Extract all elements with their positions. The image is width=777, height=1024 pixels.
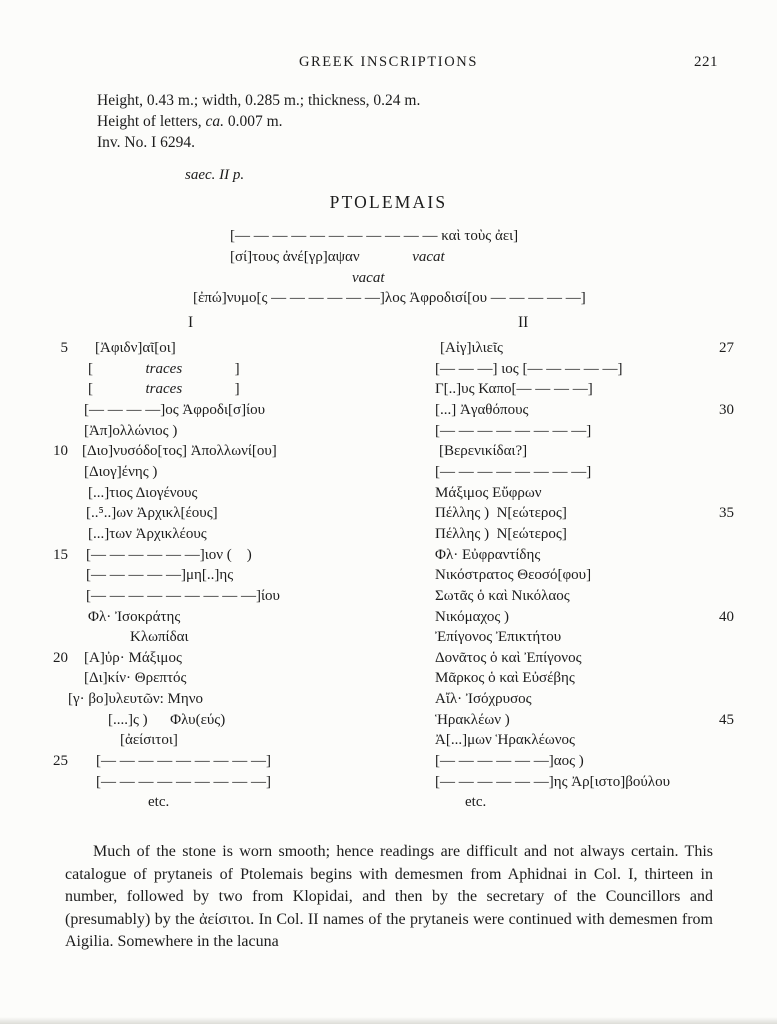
column-header-two: II (518, 314, 529, 332)
line-number-right (703, 792, 743, 813)
inscription-row (40, 668, 777, 689)
commentary-paragraph: Much of the stone is worn smooth; hence readings are difficult and not always certain. This catalogue of prytaneis of Ptolemais begins with demesmen from Aphidnai in Col. I, thirteen in number, followed by two from Klopidai, and then by the secretary of the Councillors and (presumably) by the ἀείσιτοι. In Col. II names of the prytaneis were continued with demesmen from Aigilia. Somewhere in the lacuna (65, 842, 713, 951)
line-number-right (703, 627, 743, 648)
column-one-entry (68, 730, 403, 751)
prescript-line (0, 247, 777, 268)
line-number-left: 5 (60, 340, 68, 357)
column-two-entry (403, 648, 703, 669)
measurement-line (97, 90, 777, 111)
prescript-line (0, 288, 777, 309)
italic-text-segment: vacat (412, 248, 445, 265)
inscription-row (40, 565, 777, 586)
column-two-entry (403, 483, 703, 504)
text-segment: Μᾶρκος ὁ καὶ Εὐσέβης (435, 670, 575, 687)
line-number-right (703, 586, 743, 607)
text-segment: Height of letters, (97, 113, 206, 130)
text-segment: [Ἀφιδν]αῖ[οι] (95, 340, 176, 357)
line-number-left (40, 462, 68, 483)
inscription-row (40, 545, 777, 566)
text-segment: [γ· βο]υλευτῶν: Μηνο (68, 691, 203, 708)
line-number-right (703, 689, 743, 710)
column-two-entry (403, 751, 703, 772)
text-segment: [....]ς ) Φλυ(εύς) (108, 711, 226, 728)
column-one-entry (68, 503, 403, 524)
text-segment: Αἴλ· Ἰσόχρυσος (435, 691, 532, 708)
measurements-block (97, 90, 777, 153)
text-segment: Μάξιμος Εὔφρων (435, 484, 542, 501)
inscription-row (40, 503, 777, 524)
text-segment: Κλωπίδαι (130, 629, 189, 646)
line-number-right (703, 483, 743, 504)
line-number-left (40, 379, 68, 400)
column-one-entry (68, 462, 403, 483)
running-head-title: GREEK INSCRIPTIONS (298, 54, 479, 70)
inscription-row (40, 359, 777, 380)
column-one-entry (68, 338, 403, 359)
text-segment: [— — — —]ος Ἀφροδι[σ]ίου (84, 402, 266, 419)
inscription-row (40, 483, 777, 504)
inscription-row (40, 379, 777, 400)
column-two-entry (403, 730, 703, 751)
column-one-entry (68, 400, 403, 421)
inscription-row (40, 730, 777, 751)
text-segment: [— — — — — — — —] (435, 464, 592, 481)
text-segment: etc. (148, 794, 170, 811)
text-segment: [...]των Ἀρχικλέους (88, 525, 207, 542)
line-number-left (40, 483, 68, 504)
inscription-row (40, 462, 777, 483)
text-segment: Δονᾶτος ὁ καὶ Ἐπίγονος (435, 649, 582, 666)
column-two-entry (403, 524, 703, 545)
column-two-entry (403, 503, 703, 524)
text-segment: Νικόστρατος Θεοσό[φου] (435, 567, 592, 584)
line-number-right (703, 441, 743, 462)
italic-text-segment: traces (145, 381, 183, 398)
text-segment: [— — — — — — — — —] (96, 773, 271, 790)
line-number-left (40, 668, 68, 689)
prescript-line (0, 226, 777, 247)
column-one-entry (68, 441, 403, 462)
text-segment: [..⁵..]ων Ἀρχικλ[έους] (86, 505, 218, 522)
line-number-left (40, 772, 68, 793)
text-segment: [Διογ]ένης ) (84, 464, 158, 481)
text-segment: [— — — — — —]ιον ( ) (86, 546, 252, 563)
line-number-left (40, 586, 68, 607)
text-segment: Πέλλης ) Ν[εώτερος] (435, 525, 567, 542)
text-segment: ] (182, 360, 240, 377)
line-number-right (703, 379, 743, 400)
line-number-right (703, 751, 743, 772)
line-number-left (40, 627, 68, 648)
column-one-entry (68, 648, 403, 669)
line-number-right (703, 524, 743, 545)
line-number-left (40, 359, 68, 380)
text-segment: [— — — — — — — —] (435, 422, 592, 439)
text-segment: [ἐπώ]νυμο[ς — — — — — —]λος Ἀφροδισί[ου — — — — —] (193, 290, 586, 307)
text-segment: ] (182, 381, 240, 398)
text-segment: Ἀ[...]μων Ἡρακλέωνος (435, 732, 575, 749)
column-one-entry (68, 359, 403, 380)
inscription-row (40, 524, 777, 545)
line-number-left (40, 524, 68, 545)
prescript-line (0, 268, 777, 289)
line-number-right (703, 730, 743, 751)
text-segment: Φλ· Εὐφραντίδης (435, 546, 541, 563)
text-segment (360, 249, 413, 265)
line-number-left (40, 503, 68, 524)
text-segment: Σωτᾶς ὁ καὶ Νικόλαος (435, 587, 570, 604)
text-segment: [— — — — — — — — —]ίου (86, 587, 280, 604)
italic-text-segment: vacat (352, 269, 385, 286)
inscription-prescript (0, 226, 777, 309)
line-number-left (40, 607, 68, 628)
text-segment: Ἡρακλέων ) (435, 711, 510, 728)
column-one-entry (68, 627, 403, 648)
text-segment: Height, 0.43 m.; width, 0.285 m.; thickness, 0.24 m. (97, 92, 421, 109)
text-segment: Πέλλης ) Ν[εώτερος] (435, 505, 567, 522)
column-one-entry (68, 586, 403, 607)
line-number-right: 27 (719, 340, 734, 357)
text-segment: [Διο]νυσόδο[τος] Ἀπολλωνί[ου] (82, 443, 277, 460)
inscription-row (40, 710, 777, 731)
measurement-line (97, 132, 777, 153)
text-segment: [ (88, 360, 146, 377)
line-number-left: 20 (53, 649, 68, 666)
text-segment: [— — — — — —]ης Ἀρ[ιστο]βούλου (435, 773, 670, 790)
column-two-entry (403, 421, 703, 442)
inscription-row (40, 689, 777, 710)
column-two-entry (403, 689, 703, 710)
line-number-right: 30 (719, 402, 734, 419)
column-one-entry (68, 792, 403, 813)
column-two-entry (403, 359, 703, 380)
column-one-entry (68, 524, 403, 545)
line-number-right (703, 545, 743, 566)
column-one-entry (68, 772, 403, 793)
page-number: 221 (694, 54, 718, 70)
inscription-row (40, 751, 777, 772)
column-headers (0, 314, 777, 336)
text-segment: [σί]τους ἀνέ[γρ]αψαν (230, 248, 360, 265)
line-number-right (703, 668, 743, 689)
inscription-row (40, 586, 777, 607)
line-number-right: 45 (719, 711, 734, 728)
text-segment: etc. (465, 794, 487, 811)
text-segment: Inv. No. I 6294. (97, 134, 196, 151)
line-number-left: 25 (53, 753, 68, 769)
column-two-entry (403, 400, 703, 421)
column-two-entry (403, 627, 703, 648)
line-number-left: 15 (53, 546, 68, 563)
line-number-left (40, 710, 68, 731)
line-number-left (40, 400, 68, 421)
column-two-entry (403, 338, 703, 359)
column-two-entry (403, 607, 703, 628)
text-segment: [Βερενικίδαι?] (439, 443, 528, 460)
line-number-right (703, 462, 743, 483)
running-head (0, 54, 777, 74)
text-segment: [— — — — — —]αος ) (435, 753, 584, 769)
column-one-entry (68, 710, 403, 731)
measurement-line (97, 111, 777, 132)
inscription-row (40, 627, 777, 648)
line-number-left: 10 (53, 443, 68, 460)
column-header-one: I (188, 314, 194, 332)
line-number-left (40, 792, 68, 813)
inscription-row (40, 441, 777, 462)
text-segment: [— — — — — — — — — — — καὶ τοὺς ἀει] (230, 228, 519, 244)
inscription-columns (0, 338, 777, 813)
line-number-right: 35 (719, 505, 734, 522)
column-two-entry (403, 545, 703, 566)
line-number-right (703, 565, 743, 586)
inscription-row (40, 648, 777, 669)
column-two-entry (403, 441, 703, 462)
column-two-entry (403, 792, 703, 813)
column-two-entry (403, 462, 703, 483)
inscription-row (40, 400, 777, 421)
text-segment: [ (88, 381, 146, 398)
line-number-left (40, 730, 68, 751)
column-one-entry (68, 379, 403, 400)
line-number-left (40, 565, 68, 586)
line-number-right (703, 421, 743, 442)
column-two-entry (403, 586, 703, 607)
text-segment: 0.007 m. (224, 113, 283, 130)
date-label: saec. II p. (185, 167, 245, 183)
inscription-row (40, 607, 777, 628)
line-number-right: 40 (719, 608, 734, 625)
line-number-right (703, 648, 743, 669)
text-segment: [— — —] ιος [— — — — —] (435, 360, 623, 377)
column-two-entry (403, 772, 703, 793)
text-segment: [ἀείσιτοι] (120, 732, 178, 749)
column-two-entry (403, 379, 703, 400)
column-one-entry (68, 565, 403, 586)
line-number-left (40, 421, 68, 442)
line-number-left (40, 689, 68, 710)
column-one-entry (68, 668, 403, 689)
column-one-entry (68, 545, 403, 566)
text-segment: [Ἀπ]ολλώνιος ) (84, 422, 178, 439)
text-segment: Γ[..]υς Καπο[— — — —] (435, 381, 593, 398)
text-segment: [— — — — — — — — —] (96, 753, 271, 769)
column-two-entry (403, 668, 703, 689)
inscription-title: PTOLEMAIS (329, 192, 448, 212)
inscription-row (40, 421, 777, 442)
italic-text-segment: ca. (205, 113, 224, 130)
column-one-entry (68, 483, 403, 504)
column-one-entry (68, 689, 403, 710)
column-one-entry (68, 421, 403, 442)
column-two-entry (403, 565, 703, 586)
text-segment: [...] Ἀγαθόπους (435, 402, 529, 419)
column-one-entry (68, 751, 403, 772)
column-one-entry (68, 607, 403, 628)
inscription-row (40, 792, 777, 813)
line-number-right (703, 359, 743, 380)
text-segment: Ἐπίγονος Ἐπικτήτου (435, 629, 562, 646)
text-segment: [Δι]κίν· Θρεπτός (84, 670, 187, 687)
text-segment: [Αἰγ]ιλιεῖς (440, 340, 503, 357)
line-number-right (703, 772, 743, 793)
text-segment: [— — — — —]μη[..]ης (86, 567, 234, 584)
italic-text-segment: traces (145, 360, 183, 377)
text-segment: [...]τιος Διογένους (88, 484, 198, 501)
inscription-row (40, 772, 777, 793)
column-two-entry (403, 710, 703, 731)
text-segment: Φλ· Ἰσοκράτης (88, 608, 181, 625)
text-segment: Νικόμαχος ) (435, 608, 510, 625)
text-segment: [Α]ὐρ· Μάξιμος (84, 649, 182, 666)
inscription-row (40, 338, 777, 359)
